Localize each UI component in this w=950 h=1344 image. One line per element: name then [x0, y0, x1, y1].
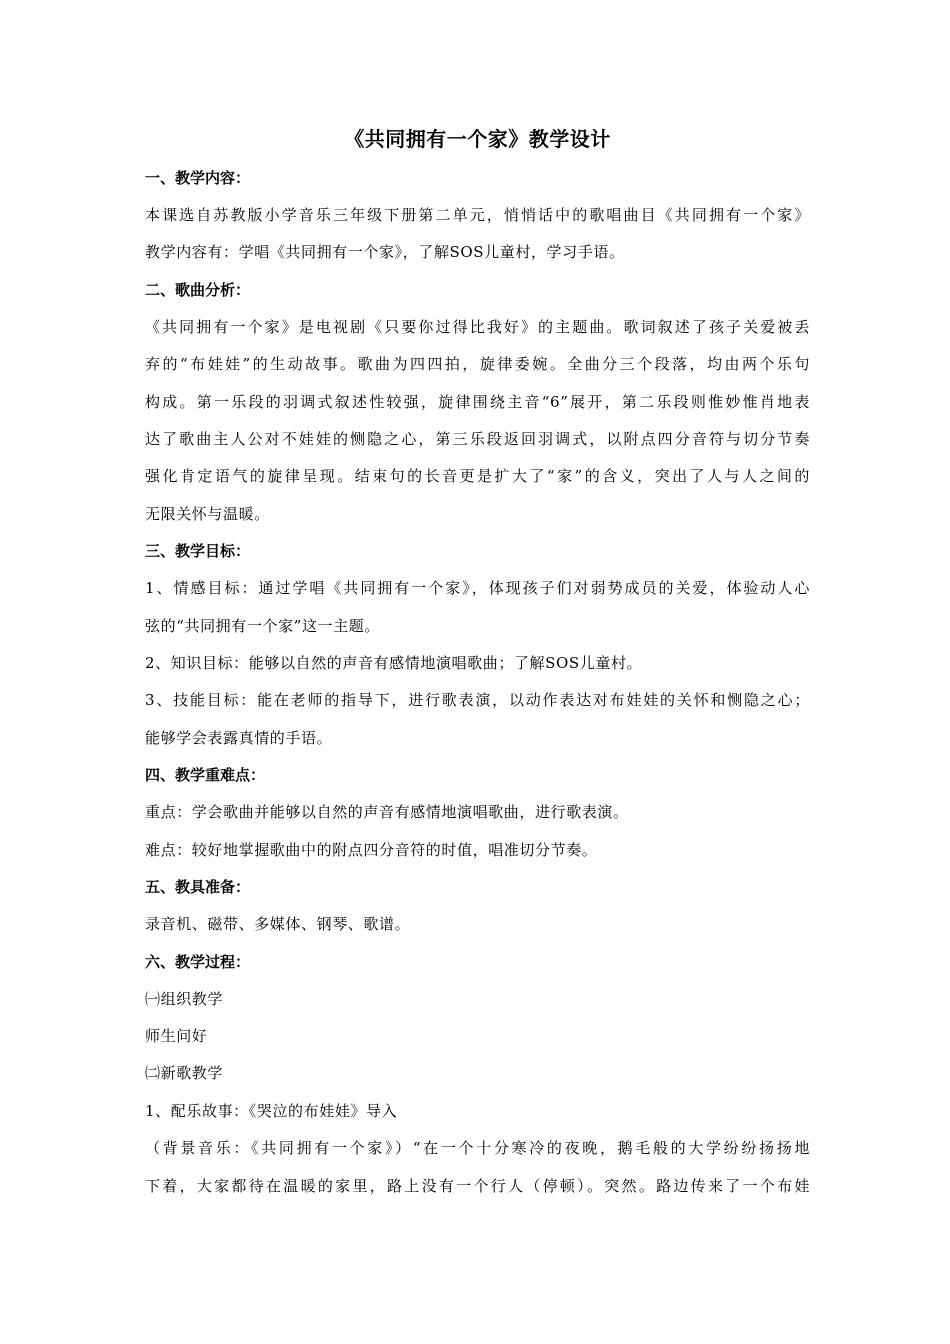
analysis-line: 无限关怀与温暖。	[145, 504, 270, 523]
analysis-paragraph	[145, 309, 810, 533]
section-heading-key-points: 四、教学重难点：	[145, 766, 266, 785]
process-line: ㈠组织教学	[145, 989, 224, 1008]
section-heading-content: 一、教学内容：	[145, 169, 251, 187]
process-story-title	[145, 1093, 810, 1130]
analysis-line: 达了歌曲主人公对不娃娃的恻隐之心，第三乐段返回羽调式，以附点四分音符与切分节奏	[145, 430, 810, 449]
analysis-line: 弃的“布娃娃”的生动故事。歌曲为四四拍，旋律委婉。全曲分三个段落，均由两个乐句	[145, 355, 810, 374]
goal-line: 1、情感目标：通过学唱《共同拥有一个家》，体现孩子们对弱势成员的关爱，体验动人心	[145, 579, 810, 598]
process-line: ㈡新歌教学	[145, 1064, 224, 1083]
goal-knowledge	[145, 645, 810, 682]
analysis-line: 强化肯定语气的旋律呈现。结束句的长音更是扩大了“家”的含义，突出了人与人之间的	[145, 467, 810, 486]
materials-line: 录音机、磁带、多媒体、钢琴、歌谱。	[145, 915, 411, 934]
content-line: 本课选自苏教版小学音乐三年级下册第二单元，悄悄话中的歌唱曲目《共同拥有一个家》	[145, 206, 810, 224]
document-title: 《共同拥有一个家》教学设计	[344, 127, 611, 151]
goal-line: 能够学会表露真情的手语。	[145, 728, 333, 747]
process-step-new-song	[145, 1055, 810, 1092]
goal-skill	[145, 682, 810, 757]
document-page	[145, 122, 810, 1205]
section-heading-goals: 三、教学目标：	[145, 542, 251, 561]
difficult-point-line: 难点：较好地掌握歌曲中的附点四分音符的时值，唱准切分节奏。	[145, 840, 598, 859]
process-story	[145, 1130, 810, 1205]
process-line: 1、配乐故事：《哭泣的布娃娃》导入	[145, 1101, 398, 1120]
goal-emotional	[145, 570, 810, 645]
analysis-line: 《共同拥有一个家》是电视剧《只要你过得比我好》的主题曲。歌词叙述了孩子关爱被丢	[145, 317, 810, 336]
section-heading-materials: 五、教具准备：	[145, 878, 251, 897]
process-greeting	[145, 1018, 810, 1055]
section-heading-process: 六、教学过程：	[145, 952, 251, 971]
goal-line: 3、技能目标：能在老师的指导下，进行歌表演，以动作表达对布娃娃的关怀和恻隐之心；	[145, 691, 810, 710]
key-point	[145, 794, 810, 831]
materials-paragraph	[145, 906, 810, 943]
content-paragraph	[145, 197, 810, 272]
content-line: 教学内容有：学唱《共同拥有一个家》，了解SOS儿童村，学习手语。	[145, 243, 625, 262]
section-heading-analysis: 二、歌曲分析：	[145, 280, 251, 299]
analysis-line: 构成。第一乐段的羽调式叙述性较强，旋律围绕主音“6”展开，第二乐段则惟妙惟肖地表	[145, 392, 810, 411]
difficult-point	[145, 832, 810, 869]
process-step-organize	[145, 981, 810, 1018]
story-line: 下着，大家都待在温暖的家里，路上没有一个行人（停顿）。突然。路边传来了一个布娃	[145, 1176, 810, 1195]
goal-line: 2、知识目标：能够以自然的声音有感情地演唱歌曲；了解SOS儿童村。	[145, 654, 643, 673]
key-point-line: 重点：学会歌曲并能够以自然的声音有感情地演唱歌曲，进行歌表演。	[145, 803, 629, 822]
process-line: 师生问好	[145, 1026, 208, 1045]
goal-line: 弦的“共同拥有一个家”这一主题。	[145, 616, 380, 635]
story-line: （背景音乐：《共同拥有一个家》）“在一个十分寒冷的夜晚，鹅毛般的大学纷纷扬扬地	[145, 1139, 810, 1158]
